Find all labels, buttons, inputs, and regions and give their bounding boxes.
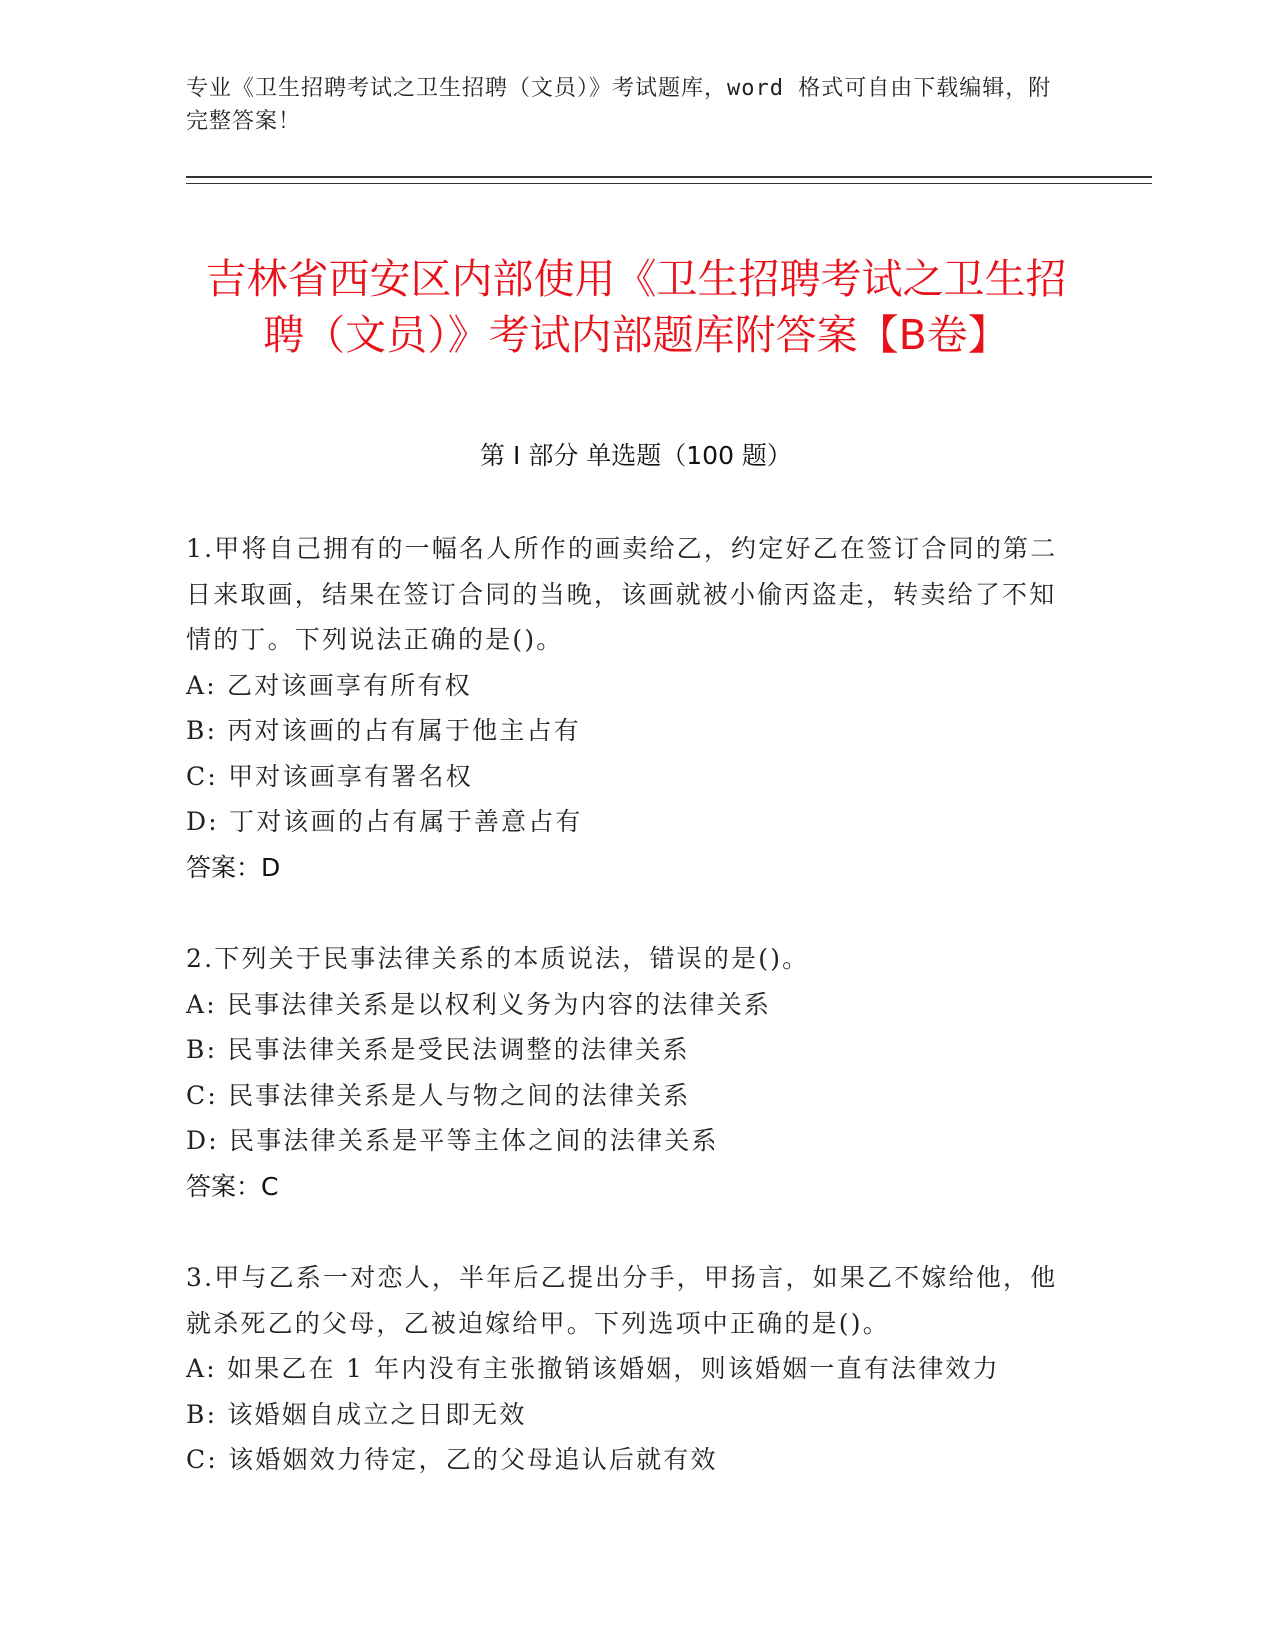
option-b: B: 民事法律关系是受民法调整的法律关系 <box>186 1035 690 1064</box>
question-text: 1.甲将自己拥有的一幅名人所作的画卖给乙，约定好乙在签订合同的第二日来取画，结果在签订合同的当晚，该画就被小偷丙盗走，转卖给了不知情的丁。下列说法正确的是()。 <box>186 534 1058 654</box>
option-b: B: 该婚姻自成立之日即无效 <box>186 1399 527 1429</box>
header-note: 专业《卫生招聘考试之卫生招聘（文员）》考试题库，word 格式可自由下载编辑，附完整答案！ <box>186 76 1052 134</box>
option-c: C: 民事法律关系是人与物之间的法律关系 <box>186 1080 691 1110</box>
header-divider <box>186 176 1152 178</box>
answer: 答案：D <box>186 852 281 882</box>
option-a: A: 乙对该画享有所有权 <box>186 670 472 700</box>
question-text: 2.下列关于民事法律关系的本质说法，错误的是()。 <box>186 944 810 973</box>
question-2 <box>186 936 1066 1209</box>
option-a: A: 如果乙在 1 年内没有主张撤销该婚姻，则该婚姻一直有法律效力 <box>186 1354 1000 1383</box>
header-divider-thin <box>186 183 1152 184</box>
question-1 <box>186 526 1066 890</box>
option-c: C: 该婚姻效力待定，乙的父母追认后就有效 <box>186 1445 718 1474</box>
section-heading: 第 I 部分 单选题（100 题） <box>480 441 792 470</box>
document-title: 吉林省西安区内部使用《卫生招聘考试之卫生招聘（文员）》考试内部题库附答案【B卷】 <box>205 255 1067 360</box>
question-3 <box>186 1255 1066 1483</box>
option-b: B: 丙对该画的占有属于他主占有 <box>186 716 581 745</box>
question-list <box>186 526 1066 1529</box>
question-text: 3.甲与乙系一对恋人，半年后乙提出分手，甲扬言，如果乙不嫁给他，他就杀死乙的父母，乙被迫嫁给甲。下列选项中正确的是()。 <box>186 1263 1058 1338</box>
option-d: D: 民事法律关系是平等主体之间的法律关系 <box>186 1126 719 1155</box>
option-d: D: 丁对该画的占有属于善意占有 <box>186 807 583 836</box>
option-a: A: 民事法律关系是以权利义务为内容的法律关系 <box>186 989 772 1019</box>
answer: 答案：C <box>186 1171 279 1201</box>
option-c: C: 甲对该画享有署名权 <box>186 761 473 791</box>
